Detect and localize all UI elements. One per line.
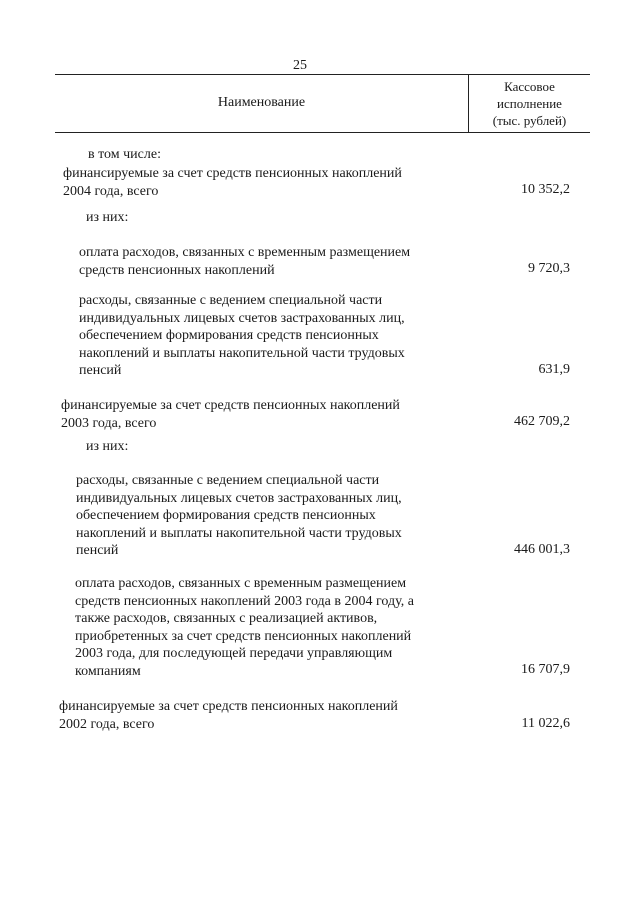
row-text-line: финансируемые за счет средств пенсионных накоплений (61, 398, 400, 413)
row-text-line: 2003 года, всего (61, 415, 157, 431)
row-text-line: обеспечением формирования средств пенсионных (76, 508, 376, 523)
row-fund-2003 (61, 397, 400, 432)
row-text-line: средств пенсионных накоплений (79, 262, 275, 278)
row-fund-2002 (59, 698, 398, 733)
page-number: 25 (293, 58, 307, 73)
row-text-line: 2003 года, для последующей передачи управляющим (75, 646, 393, 661)
row-text-line: компаниям (75, 663, 141, 679)
column-header-amount-line: Кассовое (504, 79, 555, 94)
row-special-2003 (76, 472, 402, 560)
row-text-line: накоплений и выплаты накопительной части трудовых (76, 525, 402, 541)
row-text-line: приобретенных за счет средств пенсионных накоплений (75, 628, 412, 644)
row-text-line: пенсий (76, 543, 119, 558)
including-label: в том числе: (88, 147, 161, 162)
column-header-amount-line: (тыс. рублей) (492, 113, 567, 128)
of-which-label: из них: (86, 439, 129, 454)
row-text-line: пенсий (79, 363, 122, 378)
row-text-line: финансируемые за счет средств пенсионных накоплений (59, 699, 398, 714)
row-text-line: индивидуальных лицевых счетов застрахованных лиц, (76, 490, 402, 506)
column-header-name: Наименование (217, 95, 306, 110)
row-text-line: финансируемые за счет средств пенсионных накоплений (63, 166, 402, 181)
row-text-line: также расходов, связанных с реализацией активов, (75, 611, 378, 626)
row-special-2004 (79, 292, 405, 380)
value-fund-2003: 462 709,2 (514, 414, 570, 429)
column-header-amount-line: исполнение (497, 96, 562, 111)
value-special-2003: 446 001,3 (514, 542, 570, 557)
row-text-line: накоплений и выплаты накопительной части трудовых (79, 345, 405, 361)
row-fund-2004 (63, 165, 402, 200)
row-text-line: расходы, связанные с ведением специальной части (76, 473, 380, 488)
value-placement-2003: 16 707,9 (521, 662, 570, 677)
row-text-line: 2004 года, всего (63, 183, 159, 199)
row-placement-2004 (79, 244, 410, 279)
row-text-line: оплата расходов, связанных с временным размещением (79, 245, 411, 260)
value-special-2004: 631,9 (538, 362, 570, 377)
row-text-line: обеспечением формирования средств пенсионных (79, 328, 379, 343)
row-text-line: расходы, связанные с ведением специальной части (79, 293, 383, 308)
row-text-line: средств пенсионных накоплений 2003 года в 2004 году, а (75, 593, 414, 609)
value-fund-2004: 10 352,2 (521, 182, 570, 197)
value-fund-2002: 11 022,6 (521, 716, 570, 731)
row-text-line: 2002 года, всего (59, 716, 155, 732)
table-header (55, 74, 590, 133)
of-which-label: из них: (86, 210, 129, 225)
row-placement-2003 (75, 575, 414, 680)
row-text-line: индивидуальных лицевых счетов застрахованных лиц, (79, 310, 405, 326)
value-placement-2004: 9 720,3 (528, 261, 570, 276)
column-header-amount (469, 78, 590, 129)
row-text-line: оплата расходов, связанных с временным размещением (75, 576, 407, 591)
